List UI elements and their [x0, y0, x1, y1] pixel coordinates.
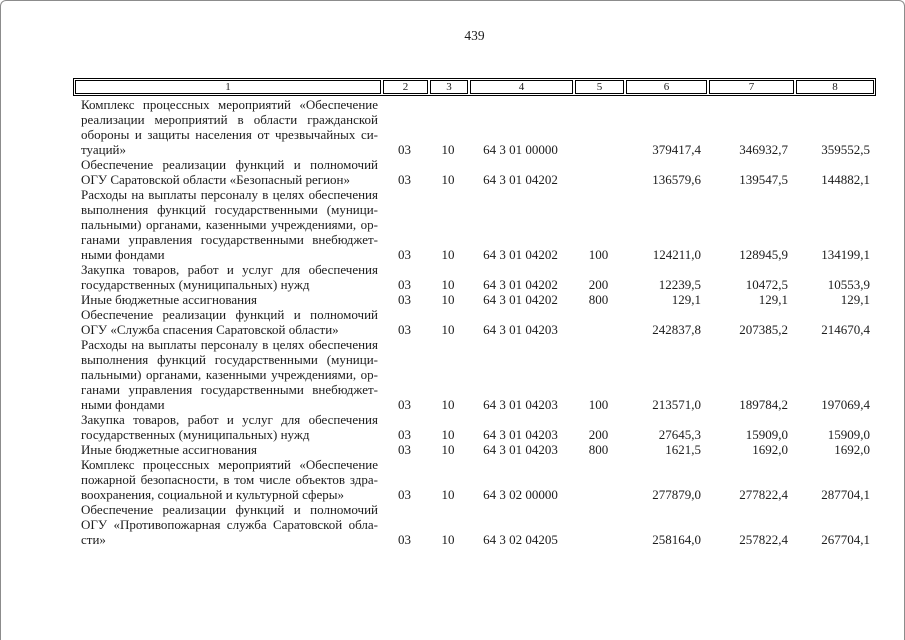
table-header-cell-4: 4 — [470, 80, 573, 94]
row-rz: 03 — [398, 172, 411, 187]
row-csr: 64 3 01 04202 — [483, 247, 558, 262]
row-rz: 03 — [398, 277, 411, 292]
row-csr: 64 3 02 04205 — [483, 532, 558, 547]
row-name-cell: Закупка товаров, работ и услуг для обеспечения государственных (муниципальных) нужд — [81, 412, 378, 442]
table-header-cell-5: 5 — [575, 80, 624, 94]
row-amount3: 134199,1 — [821, 247, 870, 262]
row-pr: 10 — [441, 247, 455, 262]
table-row — [73, 307, 876, 337]
row-amount3: 359552,5 — [821, 142, 870, 157]
table-row — [73, 502, 876, 547]
row-name-cell: Закупка товаров, работ и услуг для обеспечения государственных (муниципальных) нужд — [81, 262, 378, 292]
row-pr: 10 — [441, 532, 455, 547]
row-pr: 10 — [441, 292, 455, 307]
row-amount2: 346932,7 — [739, 142, 788, 157]
row-amount2: 129,1 — [758, 292, 788, 307]
row-vr: 800 — [588, 292, 609, 307]
page-number: 439 — [464, 28, 485, 43]
row-rz: 03 — [398, 487, 411, 502]
row-name-cell: Иные бюджетные ассигнования — [81, 442, 258, 457]
row-rz: 03 — [398, 247, 411, 262]
row-amount3: 287704,1 — [821, 487, 870, 502]
row-amount3: 267704,1 — [821, 532, 870, 547]
row-amount2: 189784,2 — [739, 397, 788, 412]
table-row — [73, 292, 876, 307]
table-row — [73, 337, 876, 412]
row-amount1: 277879,0 — [652, 487, 701, 502]
row-vr: 800 — [588, 442, 609, 457]
row-name-cell: Иные бюджетные ассигнования — [81, 292, 258, 307]
row-amount2: 15909,0 — [745, 427, 788, 442]
row-amount2: 257822,4 — [739, 532, 788, 547]
row-amount3: 10553,9 — [827, 277, 870, 292]
row-rz: 03 — [398, 397, 411, 412]
row-amount3: 129,1 — [840, 292, 870, 307]
table-row — [73, 97, 876, 157]
row-vr: 100 — [588, 247, 609, 262]
row-amount3: 1692,0 — [834, 442, 870, 457]
table-header-cell-6: 6 — [626, 80, 707, 94]
table-row — [73, 157, 876, 187]
page-content — [73, 28, 876, 547]
row-amount2: 10472,5 — [745, 277, 788, 292]
table-header-cell-2: 2 — [383, 80, 428, 94]
row-vr: 100 — [588, 397, 609, 412]
row-amount1: 129,1 — [671, 292, 701, 307]
row-amount1: 12239,5 — [658, 277, 701, 292]
row-amount1: 213571,0 — [652, 397, 701, 412]
row-amount3: 197069,4 — [821, 397, 870, 412]
row-rz: 03 — [398, 427, 411, 442]
row-amount1: 136579,6 — [652, 172, 701, 187]
row-pr: 10 — [441, 142, 455, 157]
row-amount3: 15909,0 — [827, 427, 870, 442]
row-rz: 03 — [398, 142, 411, 157]
row-pr: 10 — [441, 172, 455, 187]
row-pr: 10 — [441, 322, 455, 337]
budget-table — [73, 78, 876, 547]
row-rz: 03 — [398, 532, 411, 547]
table-row — [73, 412, 876, 442]
table-header-cell-7: 7 — [709, 80, 794, 94]
row-amount1: 124211,0 — [652, 247, 701, 262]
row-amount3: 214670,4 — [821, 322, 870, 337]
row-amount1: 27645,3 — [658, 427, 701, 442]
row-pr: 10 — [441, 442, 455, 457]
row-pr: 10 — [441, 397, 455, 412]
row-csr: 64 3 01 04202 — [483, 292, 558, 307]
table-row — [73, 262, 876, 292]
row-amount2: 1692,0 — [752, 442, 788, 457]
row-name-cell: Обеспечение реализации функций и полномочий ОГУ «Служба спасения Саратовской области» — [81, 307, 378, 337]
row-csr: 64 3 01 04202 — [483, 172, 558, 187]
row-amount1: 1621,5 — [665, 442, 701, 457]
row-amount1: 258164,0 — [652, 532, 701, 547]
table-row — [73, 457, 876, 502]
table-header-cell-8: 8 — [796, 80, 874, 94]
row-csr: 64 3 01 04202 — [483, 277, 558, 292]
row-name-cell: Обеспечение реализации функций и полномочий ОГУ Саратовской области «Безопасный регион» — [81, 157, 378, 187]
row-amount2: 207385,2 — [739, 322, 788, 337]
row-name-cell: Расходы на выплаты персоналу в целях обеспечения выполнения функций государственными (муници- пальными) органами, казенными учреждениями, ор- ганами управления государственными внебюджет- ными фондами — [81, 187, 378, 262]
row-csr: 64 3 01 00000 — [483, 142, 558, 157]
row-name-cell: Комплекс процессных мероприятий «Обеспечение реализации мероприятий в области гражданской обороны и защиты населения от чрезвычайных си- туаций» — [81, 97, 378, 157]
row-amount2: 139547,5 — [739, 172, 788, 187]
row-name-cell: Комплекс процессных мероприятий «Обеспечение пожарной безопасности, в том числе объектов здра- воохранения, социальной и культурной сферы» — [81, 457, 378, 502]
row-pr: 10 — [441, 427, 455, 442]
row-amount2: 277822,4 — [739, 487, 788, 502]
row-name-cell: Обеспечение реализации функций и полномочий ОГУ «Противопожарная служба Саратовской обла- сти» — [81, 502, 378, 547]
row-rz: 03 — [398, 322, 411, 337]
table-header-row — [73, 78, 876, 96]
row-amount1: 379417,4 — [652, 142, 701, 157]
row-csr: 64 3 02 00000 — [483, 487, 558, 502]
row-amount3: 144882,1 — [821, 172, 870, 187]
row-rz: 03 — [398, 442, 411, 457]
table-body — [73, 97, 876, 547]
row-csr: 64 3 01 04203 — [483, 427, 558, 442]
row-pr: 10 — [441, 487, 455, 502]
table-header-cell-1: 1 — [75, 80, 381, 94]
row-pr: 10 — [441, 277, 455, 292]
row-vr: 200 — [588, 277, 609, 292]
table-row — [73, 187, 876, 262]
table-header-cell-3: 3 — [430, 80, 468, 94]
row-csr: 64 3 01 04203 — [483, 322, 558, 337]
table-row — [73, 442, 876, 457]
row-csr: 64 3 01 04203 — [483, 442, 558, 457]
row-rz: 03 — [398, 292, 411, 307]
row-name-cell: Расходы на выплаты персоналу в целях обеспечения выполнения функций государственными (муници- пальными) органами, казенными учреждениями, ор- ганами управления государственными внебюджет- ными фондами — [81, 337, 378, 412]
row-amount2: 128945,9 — [739, 247, 788, 262]
row-amount1: 242837,8 — [652, 322, 701, 337]
row-vr: 200 — [588, 427, 609, 442]
row-csr: 64 3 01 04203 — [483, 397, 558, 412]
